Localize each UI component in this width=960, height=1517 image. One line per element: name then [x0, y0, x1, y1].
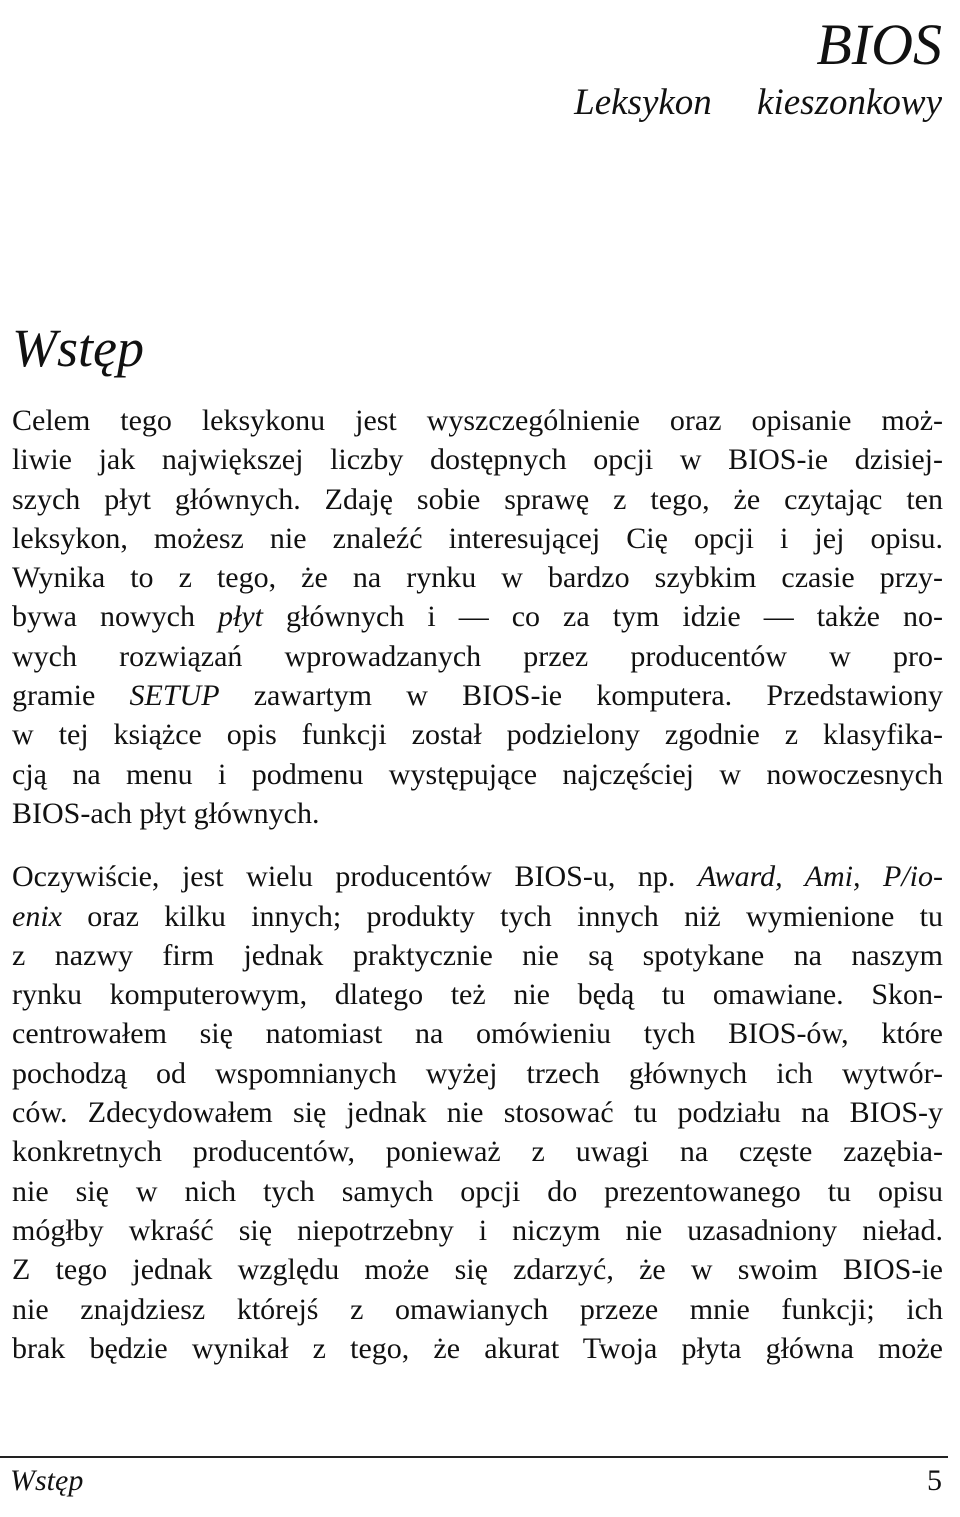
text-span: gramie: [12, 679, 130, 713]
text-span: zawartym w BIOS-ie komputera. Przedstawiony: [219, 679, 943, 713]
text-line: brak będzie wynikał z tego, że akurat Twoja płyta główna może: [12, 1331, 943, 1365]
text-span: Oczywiście, jest wielu producentów BIOS-u, np.: [12, 860, 698, 894]
emphasis-text: Award, Ami, P/io-: [697, 860, 943, 894]
emphasis-text: SETUP: [129, 679, 220, 713]
text-line: konkretnych producentów, ponieważ z uwagi na częste zazębia-: [12, 1135, 943, 1169]
body-text: [12, 401, 943, 1368]
text-line: [12, 897, 943, 936]
text-span: bywa nowych: [12, 600, 218, 634]
text-line: pochodzą od wspomnianych wyżej trzech głównych ich wytwór-: [12, 1056, 943, 1090]
footer-rule: [0, 1456, 948, 1458]
text-line: nie znajdziesz którejś z omawianych przeze mnie funkcji; ich: [12, 1292, 943, 1326]
emphasis-text: płyt: [218, 600, 263, 634]
text-line: mógłby wkraść się niepotrzebny i niczym nie uzasadniony nieład.: [12, 1213, 943, 1247]
running-header: [574, 10, 942, 126]
paragraph-1: [12, 401, 943, 833]
text-line: nie się w nich tych samych opcji do prezentowanego tu opisu: [12, 1174, 943, 1208]
chapter-title: Wstęp: [12, 318, 144, 378]
text-span: głównych i — co za tym idzie — także no-: [263, 600, 943, 634]
paragraph-2: [12, 857, 943, 1368]
text-line: centrowałem się natomiast na omówieniu tych BIOS-ów, które: [12, 1017, 943, 1051]
text-line: [12, 676, 943, 715]
text-line: [12, 597, 943, 636]
text-line: rynku komputerowym, dlatego też nie będą tu omawiane. Skon-: [12, 978, 943, 1012]
footer-section-label: Wstęp: [10, 1464, 84, 1497]
text-span: oraz kilku innych; produkty tych innych niż wymienione tu: [61, 899, 943, 933]
text-line: liwie jak największej liczby dostępnych opcji w BIOS-ie dzisiej-: [12, 443, 943, 477]
text-line: cją na menu i podmenu występujące najczęściej w nowoczesnych: [12, 757, 943, 791]
book-title: BIOS: [816, 12, 942, 77]
emphasis-text: enix: [12, 899, 62, 933]
text-line: wych rozwiązań wprowadzanych przez producentów w pro-: [12, 639, 943, 673]
book-subtitle: Leksykon kieszonkowy: [574, 82, 942, 123]
text-line: Celem tego leksykonu jest wyszczególnienie oraz opisanie moż-: [12, 404, 943, 437]
text-line: [12, 857, 943, 896]
text-line: szych płyt głównych. Zdaję sobie sprawę z tego, że czytając ten: [12, 482, 943, 516]
page-number: 5: [927, 1464, 942, 1497]
text-line: w tej książce opis funkcji został podzielony zgodnie z klasyfika-: [12, 718, 943, 752]
text-line: ców. Zdecydowałem się jednak nie stosować tu podziału na BIOS-y: [12, 1096, 943, 1130]
text-line: Wynika to z tego, że na rynku w bardzo szybkim czasie przy-: [12, 561, 943, 595]
text-line: z nazwy firm jednak praktycznie nie są spotykane na naszym: [12, 938, 943, 972]
text-line: leksykon, możesz nie znaleźć interesującej Cię opcji i jej opisu.: [12, 521, 943, 555]
text-line: BIOS-ach płyt głównych.: [12, 796, 320, 830]
text-line: Z tego jednak względu może się zdarzyć, że w swoim BIOS-ie: [12, 1253, 943, 1287]
